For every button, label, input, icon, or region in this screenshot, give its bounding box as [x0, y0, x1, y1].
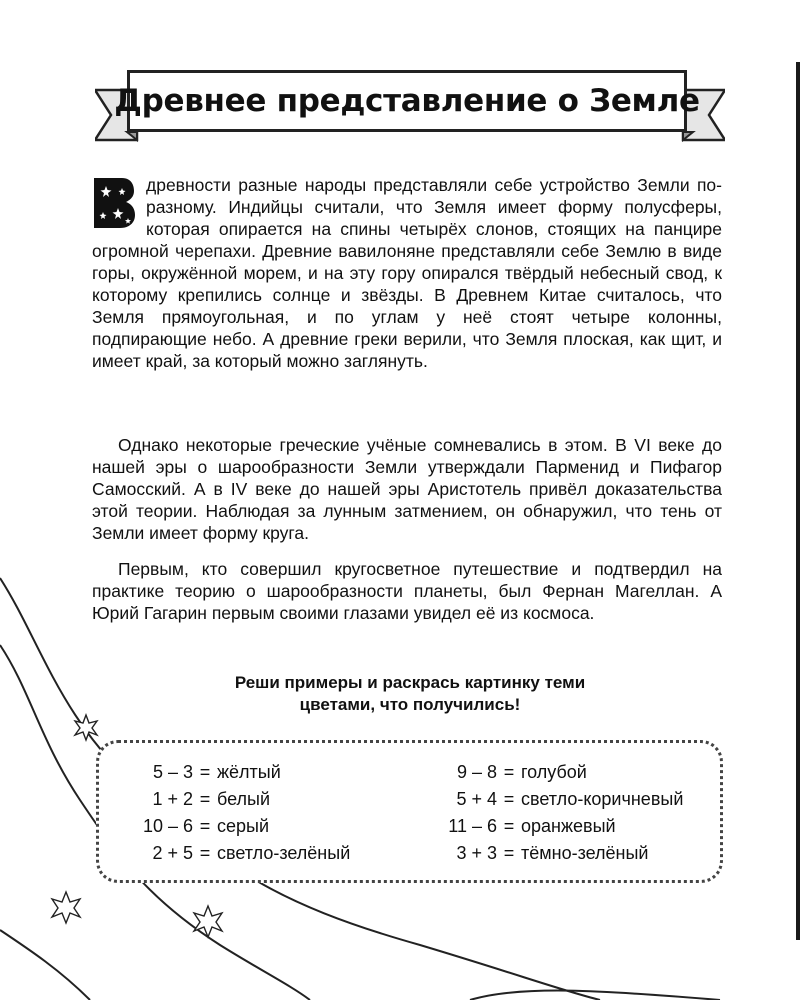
equation-color: светло-коричневый — [521, 789, 684, 809]
equation-color: жёлтый — [217, 762, 281, 782]
equals-sign: = — [199, 762, 211, 782]
equation-color: голубой — [521, 762, 587, 782]
paragraph-2 — [92, 434, 722, 544]
equation-expression: 3 + 3 — [456, 843, 497, 863]
equals-sign: = — [199, 816, 211, 836]
equation-color: белый — [217, 789, 271, 809]
equations-right-column — [411, 759, 683, 867]
equation-expression: 5 – 3 — [152, 762, 193, 782]
equation-color: серый — [217, 816, 270, 836]
equation-color: светло-зелёный — [217, 843, 351, 863]
task-line-1: Реши примеры и раскрась картинку теми — [234, 673, 586, 692]
paragraph-3 — [92, 558, 722, 624]
page-edge-bar — [796, 62, 800, 940]
equation-expression: 11 – 6 — [448, 816, 497, 836]
equation-row — [411, 759, 683, 786]
equation-color: тёмно-зелёный — [521, 843, 649, 863]
paragraph-2-text: Однако некоторые греческие учёные сомневались в этом. В VI веке до нашей эры о шарообразности Земли утверждали Парменид и Пифагор Самосский. А в IV веке до нашей эры Аристотель привёл доказательства этой теории. Наблюдая за лунным затмением, он обнаружил, что тень от Земли имеет форму круга. — [92, 435, 722, 543]
wavy-line-right — [470, 991, 720, 1000]
equation-expression: 10 – 6 — [142, 816, 193, 836]
equals-sign: = — [503, 843, 515, 863]
equation-expression: 1 + 2 — [152, 789, 193, 809]
title-box — [114, 70, 700, 132]
star-icon — [52, 892, 80, 923]
equation-row — [411, 813, 683, 840]
task-instruction — [180, 672, 640, 716]
wavy-line-bottom — [0, 930, 90, 1000]
equation-row — [121, 759, 350, 786]
task-line-2: цветами, что получились! — [299, 695, 521, 714]
equals-sign: = — [503, 762, 515, 782]
star-icon — [194, 906, 222, 937]
equations-box — [96, 740, 723, 883]
equation-row — [121, 840, 350, 867]
equals-sign: = — [503, 816, 515, 836]
drop-cap — [92, 176, 136, 230]
equations-left-column — [121, 759, 350, 867]
equation-row — [411, 840, 683, 867]
equation-row — [121, 813, 350, 840]
paragraph-1-text: древности разные народы представляли себе устройство Земли по-разному. Индийцы считали, что Земля имеет форму полусферы, которая опирается на спины четырёх слонов, стоящих на панцире огромной черепахи. Древние вавилоняне представляли себе Землю в виде горы, окружённой морем, и на эту гору опирался твёрдый небесный свод, к которому крепились солнце и звёзды. В Древнем Китае считалось, что Земля прямоугольная, и по углам у неё стоят четыре колонны, подпирающие небо. А древние греки верили, что Земля плоская, как щит, и имеет край, за который можно заглянуть. — [92, 175, 722, 371]
star-icon — [75, 715, 97, 740]
equation-row — [411, 786, 683, 813]
title-ribbon — [95, 68, 725, 148]
equation-expression: 9 – 8 — [456, 762, 497, 782]
equation-row — [121, 786, 350, 813]
equals-sign: = — [199, 789, 211, 809]
page-title: Древнее представление о Земле — [114, 83, 700, 119]
equals-sign: = — [199, 843, 211, 863]
paragraph-1 — [92, 174, 722, 372]
equation-color: оранжевый — [521, 816, 616, 836]
equation-expression: 5 + 4 — [456, 789, 497, 809]
equation-expression: 2 + 5 — [152, 843, 193, 863]
drop-cap-letter — [92, 176, 136, 230]
paragraph-3-text: Первым, кто совершил кругосветное путешествие и подтвердил на практике теорию о шарообразности планеты, был Фернан Магеллан. А Юрий Гагарин первым своими глазами увидел её из космоса. — [92, 559, 722, 623]
equals-sign: = — [503, 789, 515, 809]
